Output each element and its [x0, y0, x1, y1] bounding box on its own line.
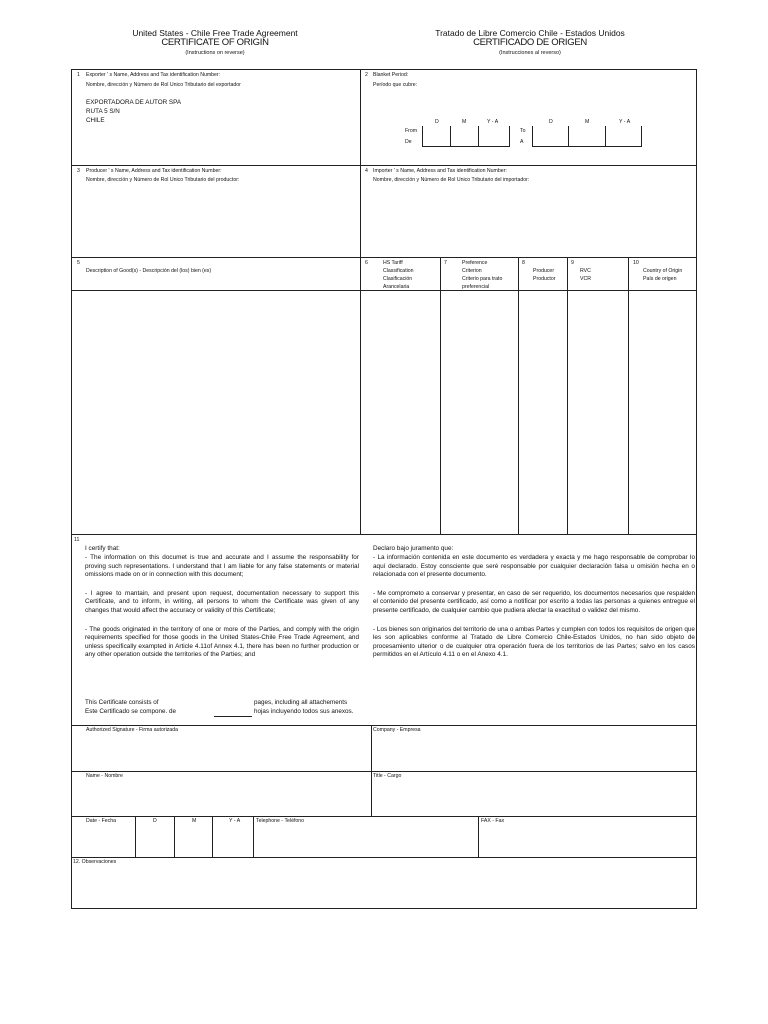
col9-num: 9 [571, 260, 574, 266]
cert-es-p3: - Los bienes son originarios del territorio de una o ambas Partes y cumplen con todos los requisitos de origen que les son aplicables conforme al Tratado de Libre Comercio Chile-Estados Unidos, no han sido objeto de procesamiento ulterior o de cualquier otra operación fuera de los territorios de las Partes; salvo en los casos permitidos en el Artículo 4.11 o en el Anexo 4.1. [373, 626, 695, 658]
certificate-title-es: CERTIFICADO DE ORIGEN [473, 37, 587, 48]
company-field[interactable] [373, 735, 695, 770]
col5-label: Description of Good(s) - Descripción del (los) bien (es) [86, 268, 212, 274]
title-label: Title - Cargo [373, 773, 402, 779]
box1-label-en: Exporter ' s Name, Address and Tax identification Number: [86, 72, 221, 78]
rule-row2 [71, 257, 696, 258]
instructions-note-en: (Instructions on reverse) [185, 50, 245, 56]
from-label-es: De [405, 139, 412, 145]
instructions-note-es: (Instrucciones al reverso) [499, 50, 561, 56]
date-month-field[interactable] [175, 826, 212, 856]
header-english [110, 28, 320, 58]
to-month-header: M [585, 119, 590, 125]
date-month-label: M [192, 818, 197, 824]
auth-signature-label: Authorized Signature - Firma autorizada [86, 727, 178, 733]
col8-l2: Productor [533, 276, 556, 282]
col8-l1: Producer [533, 268, 555, 274]
certificate-title-en: CERTIFICATE OF ORIGIN [161, 37, 269, 48]
to-label-es: A [520, 139, 524, 145]
from-label-en: From [405, 128, 418, 134]
cert-es-p1: - La información contenida en este documento es verdadera y exacta y me hago responsable de comprobar lo aquí declarado. Estoy consciente que seré responsable por cualquier declaración falsa u omisión hecha en o relacionada con el presente documento. [373, 554, 695, 578]
col7-l3: Criterio para trato [462, 276, 503, 282]
rule-date-row [71, 857, 696, 858]
rule-goods-bottom [71, 534, 696, 535]
cert-es-title: Declaro bajo juramento que: [373, 545, 454, 552]
rule-cert-bottom [71, 725, 696, 726]
col8-num: 8 [522, 260, 525, 266]
date-day-label: D [153, 818, 157, 824]
consists-en-b: pages, including all attachements [254, 699, 348, 706]
col5-num: 5 [77, 260, 80, 266]
importer-field[interactable] [362, 186, 695, 256]
col7-l1: Preference [462, 260, 488, 266]
rvc-field[interactable] [568, 291, 628, 534]
rule-col-top [360, 69, 361, 258]
fax-field[interactable] [479, 826, 695, 856]
goods-description-field[interactable] [72, 291, 360, 534]
agreement-title-en: United States - Chile Free Trade Agreement [132, 28, 298, 38]
box4-num: 4 [365, 168, 368, 174]
box4-label-en: Importer ' s Name, Address and Tax identification Number: [373, 168, 507, 174]
preference-criterion-field[interactable] [441, 291, 518, 534]
from-day-header: D [435, 119, 439, 125]
header-spanish [405, 28, 655, 58]
to-date-divider-2 [605, 126, 606, 147]
cert-en-title: I certify that: [85, 545, 120, 552]
producer-flag-field[interactable] [519, 291, 567, 534]
telephone-label: Telephone - Teléfono [256, 818, 305, 824]
from-date-divider-1 [450, 126, 451, 147]
box4-label-es: Nombre, dirección y Número de Rol Unico Tributario del importador: [373, 177, 530, 183]
title-field[interactable] [373, 781, 695, 815]
to-date-fields[interactable] [532, 126, 642, 147]
col7-l2: Criterion [462, 268, 482, 274]
from-date-fields[interactable] [422, 126, 510, 147]
signature-field[interactable] [72, 735, 370, 770]
country-origin-field[interactable] [629, 291, 695, 534]
col7-num: 7 [444, 260, 447, 266]
to-date-divider-1 [568, 126, 569, 147]
col10-l1: Country of Origin [643, 268, 683, 274]
date-label: Date - Fecha [86, 818, 116, 824]
from-year-header: Y - A [487, 119, 499, 125]
col6-l2: Classification [383, 268, 414, 274]
box3-num: 3 [77, 168, 80, 174]
box3-label-en: Producer ' s Name, Address and Tax identification Number: [86, 168, 222, 174]
col7-l4: preferencial [462, 284, 490, 290]
date-year-label: Y - A [229, 818, 241, 824]
from-date-divider-2 [478, 126, 479, 147]
col9-l2: VCR [580, 276, 591, 282]
to-day-header: D [549, 119, 553, 125]
agreement-title-es: Tratado de Libre Comercio Chile - Estados Unidos [435, 28, 625, 38]
consists-es-a: Este Certificado se compone. de [85, 708, 177, 715]
cert-en-p1: - The information on this documet is true and accurate and I assume the responsability for proving such representations. I understand that I am liable for any false statements or material omissions made on or in connection with this document; [85, 554, 359, 578]
cert-es-p2: - Me comprometo a conservar y presentar, en caso de ser requerido, los documentos necesarios que respalden el contenido del presente certificado, así como a notificar por escrito a todas las personas a quienes entregue el presente certificado, de cualquier cambio que pudiera afectar la exactitud o validez del mismo. [373, 590, 695, 614]
exporter-name: EXPORTADORA DE AUTOR SPA [86, 99, 182, 106]
box1-label-es: Nombre, dirección y Número de Rol Unico Tributario del exportador [86, 82, 241, 88]
rule-sig-row [71, 771, 696, 772]
col6-l1: HS Tariff [383, 260, 403, 266]
col9-l1: RVC [580, 268, 591, 274]
name-label: Name - Nombre [86, 773, 123, 779]
to-year-header: Y - A [619, 119, 631, 125]
col6-l4: Arancelaria [383, 284, 410, 290]
box3-label-es: Nombre, dirección y Número de Rol Unico Tributario del productor: [86, 177, 240, 183]
box2-label-en: Blanket Period: [373, 72, 409, 78]
rule-name-row [71, 816, 696, 817]
certification-es [373, 545, 695, 670]
date-year-field[interactable] [213, 826, 253, 856]
col6-l3: Clasificación [383, 276, 413, 282]
col10-num: 10 [633, 260, 639, 266]
page-count-field[interactable] [214, 708, 252, 717]
telephone-field[interactable] [254, 826, 478, 856]
rule-sig-col [371, 725, 372, 817]
hs-tariff-field[interactable] [361, 291, 440, 534]
producer-field[interactable] [72, 186, 359, 256]
cert-en-p3: - The goods originated in the territory of one or more of the Parties, and comply with the origin requirements specified for those goods in the United States-Chile Free Trade Agreement, and unless specifically exampted in Article 4.11of Annex 4.1, there has been no further production or any other operation outside the territories of the Parties; and [85, 626, 359, 658]
observations-field[interactable] [72, 867, 695, 906]
cert-en-p2: - I agree to mantain, and present upon request, documentation necessary to support this Certificate, and to inform, in writing, all persons to whom the Certificate was given of any changes that would affect the accuracy or validity of this Certificate; [85, 590, 359, 614]
name-field[interactable] [72, 781, 370, 815]
rule-row1 [71, 165, 696, 166]
to-label-en: To [520, 128, 526, 134]
consists-es-b: hojas incluyendo todos sus anexos. [254, 708, 354, 715]
box1-num: 1 [77, 72, 80, 78]
col10-l2: País de origen [643, 276, 677, 282]
box2-label-es: Período que cubre: [373, 82, 418, 88]
exporter-country: CHILE [86, 117, 105, 124]
from-month-header: M [462, 119, 467, 125]
observations-label: 12. Observaciones [73, 859, 117, 865]
certification-en [85, 545, 359, 670]
col6-num: 6 [365, 260, 368, 266]
consists-en-a: This Certificate consists of [85, 699, 159, 706]
box2-num: 2 [365, 72, 368, 78]
fax-label: FAX - Fax [481, 818, 505, 824]
exporter-address: RUTA 5 S/N [86, 108, 120, 115]
date-day-field[interactable] [136, 826, 174, 856]
box11-num: 11 [74, 537, 80, 543]
company-label: Company - Empresa [373, 727, 421, 733]
